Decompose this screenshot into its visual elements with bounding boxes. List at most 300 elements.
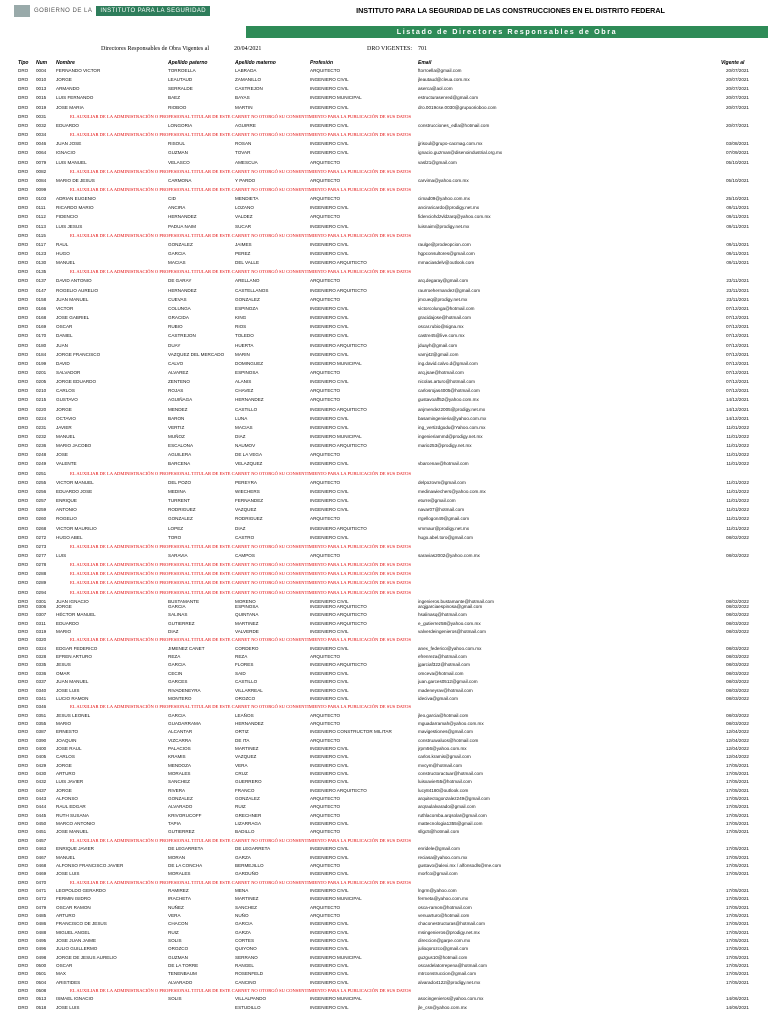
cell-nombre: FERMIN ISIDRO [56, 896, 91, 902]
cell-vigente: 08/02/2022 [726, 552, 749, 558]
cell-tipo: DRO [18, 260, 29, 266]
cell-nombre: JULIO GUILLERMO [56, 946, 98, 952]
cell-nombre: MARIO [56, 720, 72, 726]
cell-num: 0251 [36, 470, 47, 476]
cell-num: 0301 [36, 598, 47, 604]
cell-vigente: 08/03/2022 [726, 662, 749, 668]
cell-num: 0010 [36, 77, 47, 83]
cell-num: 0004 [36, 68, 47, 73]
cell-tipo: DRO [18, 812, 29, 818]
cell-email: oscar.rubio@signa.mx [418, 324, 464, 330]
cell-tipo: DRO [18, 954, 29, 960]
cell-materno: LUNA [235, 415, 248, 421]
cell-profesion: ARQUITECTO [310, 829, 341, 835]
cell-vigente: 17/05/2021 [726, 771, 749, 776]
cell-paterno: MONTERO [168, 695, 192, 701]
cell-tipo: DRO [18, 305, 29, 311]
cell-nombre: OSCAR [56, 324, 73, 330]
cell-tipo: DRO [18, 415, 29, 421]
cell-num: 0498 [36, 954, 47, 960]
cell-num: 0256 [36, 488, 47, 494]
cell-vigente: 20/07/2021 [726, 122, 749, 128]
cell-num: 0501 [36, 971, 47, 977]
cell-paterno: BAEZ [168, 95, 180, 101]
cell-profesion: INGENIERO CIVIL [310, 104, 349, 110]
cell-vigente: 08/02/2022 [726, 612, 749, 618]
cell-materno: LEAÑOS [235, 712, 254, 718]
cell-materno: HERNANDEZ [235, 397, 264, 403]
cell-vigente: 17/05/2021 [726, 796, 749, 802]
cell-vigente: 11/01/2022 [726, 452, 749, 458]
cell-paterno: ALVAREZ [168, 369, 189, 375]
cell-paterno: DE GARAY [168, 278, 192, 284]
cell-tipo: DRO [18, 804, 29, 810]
cell-num: 0199 [36, 360, 47, 366]
consent-notice: EL AUXILIAR DE LA ADMINISTRACIÓN O PROFESIONAL TITULAR DE ESTE CARNET NO OTORGÓ SU CONSENTIMIENTO PARA LA PUBLICACIÓN DE SUS DATOS [70, 571, 412, 577]
cell-vigente: 17/05/2021 [726, 804, 749, 810]
cell-paterno: TENENBAUM [168, 971, 197, 977]
cell-materno: CASTRO [235, 534, 255, 540]
cell-email: reciasa@yahoo.com.mx [418, 854, 468, 860]
cell-tipo: DRO [18, 159, 29, 165]
cell-materno: ORTIZ [235, 729, 249, 735]
cell-tipo: DRO [18, 729, 29, 735]
cell-profesion: INGENIERO MUNICIPAL [310, 954, 362, 960]
cell-vigente: 17/05/2021 [726, 862, 749, 868]
cell-vigente: 11/01/2022 [726, 516, 749, 522]
cell-email: sllgc5@hotmail.com [418, 829, 460, 835]
cell-profesion: INGENIERO CIVIL [310, 77, 349, 83]
cell-vigente: 17/05/2021 [726, 979, 749, 985]
cell-email: jleo.garcia@hotmail.com [418, 712, 469, 718]
col-header-tipo: Tipo [18, 60, 29, 66]
cell-num: 0336 [36, 670, 47, 676]
cell-materno: GARCIA [235, 921, 253, 927]
cell-profesion: INGENIERO CIVIL [310, 854, 349, 860]
cell-materno: ARELLANO [235, 278, 260, 284]
cell-profesion: ARQUITECTO [310, 654, 341, 660]
cell-tipo: DRO [18, 150, 29, 156]
cell-profesion: INGENIERO CIVIL [310, 979, 349, 985]
cell-vigente: 11/01/2022 [726, 424, 749, 430]
cell-paterno: GUTIERREZ [168, 829, 195, 835]
cell-profesion: INGENIERO CIVIL [310, 762, 349, 768]
cell-vigente: 08/03/2022 [726, 620, 749, 626]
cell-num: 0255 [36, 479, 47, 485]
cell-num: 0451 [36, 829, 47, 835]
cell-vigente: 17/05/2021 [726, 954, 749, 960]
cell-email: anex_federico@yahoo.com.mx [418, 645, 482, 651]
cell-profesion: ARQUITECTO [310, 397, 341, 403]
cell-email: medinawiechers@yahoo.com.mx [418, 488, 486, 494]
cell-vigente: 17/05/2021 [726, 971, 749, 977]
cell-vigente: 17/05/2021 [726, 904, 749, 910]
cell-vigente: 08/03/2022 [726, 720, 749, 726]
cell-profesion: INGENIERO CIVIL [310, 86, 349, 92]
cell-email: carvima@yahoo.com.mx [418, 177, 469, 183]
cell-nombre: ADRIAN EUGENIO [56, 196, 96, 202]
cell-num: 0158 [36, 296, 47, 302]
cell-paterno: BUSTAMANTE [168, 598, 200, 604]
cell-email: mmaciasdelv@outlook.com [418, 260, 475, 266]
cell-paterno: CARMONA [168, 177, 192, 183]
cell-paterno: TURRENT [168, 498, 190, 504]
cell-nombre: JOSE [56, 452, 68, 458]
cell-profesion: INGENIERO CIVIL [310, 645, 349, 651]
cell-profesion: INGENIERO CIVIL [310, 534, 349, 540]
cell-vigente: 17/05/2021 [726, 871, 749, 877]
cell-profesion: INGENIERO ARQUITECTO [310, 443, 367, 449]
cell-paterno: ROJAS [168, 388, 184, 394]
col-header-vigente: Vigente al [721, 60, 745, 66]
cell-tipo: DRO [18, 762, 29, 768]
cell-tipo: DRO [18, 854, 29, 860]
cell-profesion: ARQUITECTO [310, 159, 341, 165]
cell-num: 0205 [36, 379, 47, 385]
cell-tipo: DRO [18, 896, 29, 902]
cell-materno: SANCHEZ [235, 904, 257, 910]
cell-tipo: DRO [18, 278, 29, 284]
cell-num: 0485 [36, 912, 47, 918]
cell-profesion: INGENIERO ARQUITECTO [310, 406, 367, 412]
cell-nombre: RUTH SUSANA [56, 812, 89, 818]
cell-nombre: JORGE DE JESUS AURELIO [56, 954, 117, 960]
cell-materno: CHAVEZ [235, 388, 254, 394]
cell-email: nicolas.arturo@hotmail.com [418, 379, 476, 385]
cell-materno: ZAMANILLO [235, 77, 262, 83]
cell-num: 0500 [36, 963, 47, 969]
cell-nombre: DAVID ANTONIO [56, 278, 92, 284]
cell-tipo: DRO [18, 679, 29, 685]
cell-num: 0079 [36, 159, 47, 165]
cell-nombre: FRANCISCO DE JESUS [56, 921, 107, 927]
cell-email: anciraricardo@prodigy.net.mx [418, 205, 480, 211]
cell-email: venuarturo@hotmail.com [418, 912, 470, 918]
cell-email: ftorroella@gmail.com [418, 68, 462, 73]
cell-profesion: INGENIERO CIVIL [310, 679, 349, 685]
cell-nombre: EFREN ARTURO [56, 654, 92, 660]
cell-vigente: 17/05/2021 [726, 946, 749, 952]
cell-email: arqraulalvarado@gmail.com [418, 804, 476, 810]
cell-tipo: DRO [18, 488, 29, 494]
cell-vigente: 11/01/2022 [726, 443, 749, 449]
cell-tipo: DRO [18, 687, 29, 693]
cell-paterno: IRACHETA [168, 896, 191, 902]
cell-paterno: GARCES [168, 679, 188, 685]
cell-profesion: ARQUITECTO [310, 796, 341, 802]
cell-email: chaconestructuras@hotmail.com [418, 921, 485, 927]
cell-profesion: INGENIERO CIVIL [310, 1004, 349, 1010]
cell-email: delpozovm@gmail.com [418, 479, 466, 485]
cell-profesion: INGENIERO ARQUITECTO [310, 604, 367, 609]
cell-nombre: OSCAR [56, 963, 73, 969]
cell-tipo: DRO [18, 397, 29, 403]
cell-vigente: 14/06/2021 [726, 1004, 749, 1010]
cell-nombre: FERNANDO VICTOR [56, 68, 101, 73]
cell-profesion: INGENIERO CIVIL [310, 779, 349, 785]
cell-profesion: INGENIERO CIVIL [310, 415, 349, 421]
cell-paterno: DIAZ [168, 629, 179, 635]
cell-email: jrpm56@yahoo.com.mx [418, 745, 467, 751]
cell-profesion: ARQUITECTO [310, 912, 341, 918]
cell-nombre: JOSE LUIS [56, 871, 80, 877]
cell-num: 0180 [36, 342, 47, 348]
cell-email: hugo.abel.toro@gmail.com [418, 534, 473, 540]
cell-tipo: DRO [18, 929, 29, 935]
cell-profesion: ARQUITECTO [310, 904, 341, 910]
cell-materno: SERRANO [235, 954, 258, 960]
cell-tipo: DRO [18, 695, 29, 701]
cell-tipo: DRO [18, 424, 29, 430]
cell-vigente: 08/03/2022 [726, 687, 749, 693]
cell-paterno: RIVADENEYRA [168, 687, 201, 693]
consent-notice: EL AUXILIAR DE LA ADMINISTRACIÓN O PROFESIONAL TITULAR DE ESTE CARNET NO OTORGÓ SU CONSENTIMIENTO PARA LA PUBLICACIÓN DE SUS DATOS [70, 269, 412, 275]
cell-num: 0324 [36, 645, 47, 651]
cell-vigente: 07/12/2021 [726, 379, 749, 385]
cell-vigente: 03/08/2021 [726, 141, 749, 147]
cell-paterno: SANCHEZ [168, 779, 190, 785]
cell-email: ing.david.calvo.d@gmail.com [418, 360, 478, 366]
cell-profesion: ARQUITECTO [310, 720, 341, 726]
cell-materno: CAMPOS [235, 552, 255, 558]
cell-paterno: BARCENA [168, 461, 191, 467]
cell-paterno: MORAN [168, 854, 186, 860]
cell-paterno: VIZCARRA [168, 737, 192, 743]
cell-tipo: DRO [18, 904, 29, 910]
cell-num: 0341 [36, 695, 47, 701]
cell-tipo: DRO [18, 342, 29, 348]
cell-tipo: DRO [18, 862, 29, 868]
cell-materno: DOMINGUEZ [235, 360, 264, 366]
cell-paterno: RUIZ [168, 929, 179, 935]
cell-num: 0099 [36, 186, 47, 192]
cell-vigente: 09/11/2021 [726, 241, 749, 247]
cell-num: 0319 [36, 629, 47, 635]
cell-nombre: MANUEL [56, 260, 76, 266]
cell-vigente: 17/05/2021 [726, 912, 749, 918]
cell-vigente: 12/04/2022 [726, 745, 749, 751]
cell-email: madeneyrav@hotmail.com [418, 687, 473, 693]
cell-num: 0046 [36, 141, 47, 147]
cell-paterno: GUTIERREZ [168, 620, 195, 626]
cell-num: 0259 [36, 507, 47, 513]
cell-num: 0445 [36, 812, 47, 818]
cell-profesion: INGENIERO CIVIL [310, 507, 349, 513]
cell-materno: TOLEDO [235, 333, 254, 339]
cell-tipo: DRO [18, 525, 29, 531]
cell-vigente: 17/05/2021 [726, 779, 749, 785]
cell-tipo: DRO [18, 988, 29, 994]
cell-vigente: 08/03/2022 [726, 629, 749, 635]
cell-nombre: ISMAEL IGNACIO [56, 996, 94, 1002]
cell-materno: TOVAR [235, 150, 251, 156]
cell-tipo: DRO [18, 580, 29, 586]
consent-notice: EL AUXILIAR DE LA ADMINISTRACIÓN O PROFESIONAL TITULAR DE ESTE CARNET NO OTORGÓ SU CONSENTIMIENTO PARA LA PUBLICACIÓN DE SUS DATOS [70, 837, 412, 843]
cell-tipo: DRO [18, 779, 29, 785]
cell-nombre: JOSE GABRIEL [56, 315, 90, 321]
cell-num: 0294 [36, 589, 47, 595]
consent-notice: EL AUXILIAR DE LA ADMINISTRACIÓN O PROFESIONAL TITULAR DE ESTE CARNET NO OTORGÓ SU CONSENTIMIENTO PARA LA PUBLICACIÓN DE SUS DATOS [70, 113, 412, 119]
cell-tipo: DRO [18, 946, 29, 952]
cell-nombre: JOSE LUIS [56, 1004, 80, 1010]
cell-paterno: PALACIOS [168, 745, 191, 751]
cell-num: 0400 [36, 745, 47, 751]
cell-email: mario253@prodigy.net.mx [418, 443, 472, 449]
cell-tipo: DRO [18, 388, 29, 394]
cell-profesion: INGENIERO CIVIL [310, 670, 349, 676]
cell-tipo: DRO [18, 232, 29, 238]
cell-materno: ROSAN [235, 141, 252, 147]
cell-tipo: DRO [18, 938, 29, 943]
cell-tipo: DRO [18, 979, 29, 985]
cell-paterno: AGUIÑAGA [168, 397, 193, 403]
col-header-email: Email [418, 60, 432, 66]
cell-paterno: BARON [168, 415, 185, 421]
cell-profesion: INGENIERO CIVIL [310, 695, 349, 701]
cell-num: 0019 [36, 104, 47, 110]
cell-num: 0470 [36, 879, 47, 885]
cell-email: raulge@prodeopcion.com [418, 241, 471, 247]
cell-profesion: INGENIERO CIVIL [310, 921, 349, 927]
cell-nombre: JOSE MANUEL [56, 829, 89, 835]
cell-materno: GUERRERO [235, 779, 262, 785]
cell-email: gustavo@alexi.mx / alfonsodls@me.com [418, 862, 502, 868]
cell-tipo: DRO [18, 737, 29, 743]
cell-num: 0468 [36, 862, 47, 868]
cell-paterno: RIOBOO [168, 104, 187, 110]
cell-tipo: DRO [18, 720, 29, 726]
cell-nombre: ANTONIO [56, 507, 77, 513]
cell-paterno: RAMIREZ [168, 887, 189, 893]
cell-tipo: DRO [18, 132, 29, 138]
cell-tipo: DRO [18, 645, 29, 651]
cell-num: 0513 [36, 996, 47, 1002]
cell-paterno: GONZALEZ [168, 516, 193, 522]
cell-tipo: DRO [18, 996, 29, 1002]
cell-paterno: RISOUL [168, 141, 186, 147]
cell-paterno: CUEVAS [168, 296, 187, 302]
cell-profesion: INGENIERO CIVIL [310, 379, 349, 385]
cell-email: ingenieros.bustamante@hotmail.com [418, 598, 494, 604]
cell-materno: MENA [235, 887, 249, 893]
cell-tipo: DRO [18, 122, 29, 128]
cell-num: 0032 [36, 122, 47, 128]
cell-nombre: DANIEL [56, 333, 73, 339]
cell-email: osca-ramon@hotmail.com [418, 904, 472, 910]
cell-num: 0450 [36, 821, 47, 827]
cell-email: jduayh@gmail.com [418, 342, 458, 348]
cell-profesion: INGENIERO CIVIL [310, 351, 349, 357]
cell-materno: GARZA [235, 929, 251, 935]
cell-tipo: DRO [18, 887, 29, 893]
cell-num: 0289 [36, 580, 47, 586]
cell-nombre: ALFONSO [56, 796, 78, 802]
cell-nombre: JOSE MARIA [56, 104, 84, 110]
cell-materno: GONZALEZ [235, 296, 260, 302]
cell-profesion: INGENIERO MUNICIPAL [310, 360, 362, 366]
cell-materno: FERNANDEZ [235, 498, 264, 504]
cell-paterno: GARCIA [168, 662, 186, 668]
cell-materno: RANGEL [235, 963, 254, 969]
cell-paterno: GARCIA [168, 251, 186, 256]
cell-tipo: DRO [18, 552, 29, 558]
cell-num: 0495 [36, 938, 47, 943]
cell-materno: MACIAS [235, 424, 253, 430]
cell-vigente: 23/11/2021 [726, 296, 749, 302]
cell-vigente: 08/02/2022 [726, 604, 749, 609]
cell-email: enridele@gmail.com [418, 846, 460, 852]
cell-paterno: NUÑEZ [168, 904, 184, 910]
cell-vigente: 05/10/2021 [726, 177, 749, 183]
cell-materno: VERA [235, 762, 248, 768]
cell-num: 0103 [36, 196, 47, 202]
cell-email: aserca@aol.com [418, 86, 453, 92]
cell-materno: VALDEZ [235, 214, 253, 220]
cell-nombre: EDGAR FEDERICO [56, 645, 98, 651]
logo-institute-text: INSTITUTO PARA LA SEGURIDAD [96, 6, 210, 16]
cell-profesion: INGENIERO CIVIL [310, 461, 349, 467]
col-header-paterno: Apellido paterno [168, 60, 208, 66]
cell-paterno: CID [168, 196, 176, 202]
cell-paterno: MENDOZA [168, 762, 191, 768]
cell-tipo: DRO [18, 186, 29, 192]
cell-vigente: 17/05/2021 [726, 787, 749, 793]
document-title: INSTITUTO PARA LA SEGURIDAD DE LAS CONSTRUCCIONES EN EL DISTRITO FEDERAL [356, 6, 665, 15]
cell-nombre: JORGE [56, 762, 72, 768]
cell-nombre: JUAN IGNACIO [56, 598, 89, 604]
cell-materno: BAYAS [235, 95, 250, 101]
cell-paterno: GARCIA [168, 604, 186, 609]
cell-num: 0034 [36, 132, 47, 138]
cell-nombre: ERNESTO [56, 729, 79, 735]
cell-materno: CORTES [235, 938, 255, 943]
cell-vigente: 09/11/2021 [726, 251, 749, 256]
cell-email: asocingenieros@yahoo.com.mx [418, 996, 484, 1002]
cell-paterno: PADUA NAIM [168, 223, 196, 229]
cell-materno: GRECHNER [235, 812, 262, 818]
cell-nombre: ARTURO [56, 912, 76, 918]
cell-tipo: DRO [18, 214, 29, 220]
cell-paterno: KRIVORUCOFF [168, 812, 202, 818]
cell-vigente: 07/12/2021 [726, 388, 749, 394]
cell-materno: HUERTA [235, 342, 254, 348]
cell-num: 0444 [36, 804, 47, 810]
cell-email: e_gutierrez58@yahoo.com.mx [418, 620, 481, 626]
cell-tipo: DRO [18, 837, 29, 843]
cell-paterno: LONGORIA [168, 122, 193, 128]
cell-num: 0272 [36, 534, 47, 540]
cell-tipo: DRO [18, 963, 29, 969]
cell-paterno: JIMENEZ CANET [168, 645, 205, 651]
cell-profesion: INGENIERO ARQUITECTO [310, 787, 367, 793]
cell-materno: JAIMES [235, 241, 252, 247]
cell-materno: CORDERO [235, 645, 259, 651]
cell-nombre: OSCAR RAMON [56, 904, 91, 910]
cell-paterno: CHACON [168, 921, 188, 927]
cell-tipo: DRO [18, 754, 29, 760]
cell-nombre: RAUL [56, 241, 69, 247]
cell-nombre: OCTAVIO [56, 415, 76, 421]
cell-paterno: VELASCO [168, 159, 190, 165]
cell-materno: SUCAR [235, 223, 252, 229]
cell-materno: ESPINOSA [235, 604, 259, 609]
cell-materno: CASTILLO [235, 679, 258, 685]
cell-materno: MARTINEZ [235, 745, 259, 751]
cell-num: 0168 [36, 315, 47, 321]
cell-nombre: JUAN MANUEL [56, 679, 89, 685]
cell-vigente: 14/06/2021 [726, 996, 749, 1002]
cell-tipo: DRO [18, 379, 29, 385]
